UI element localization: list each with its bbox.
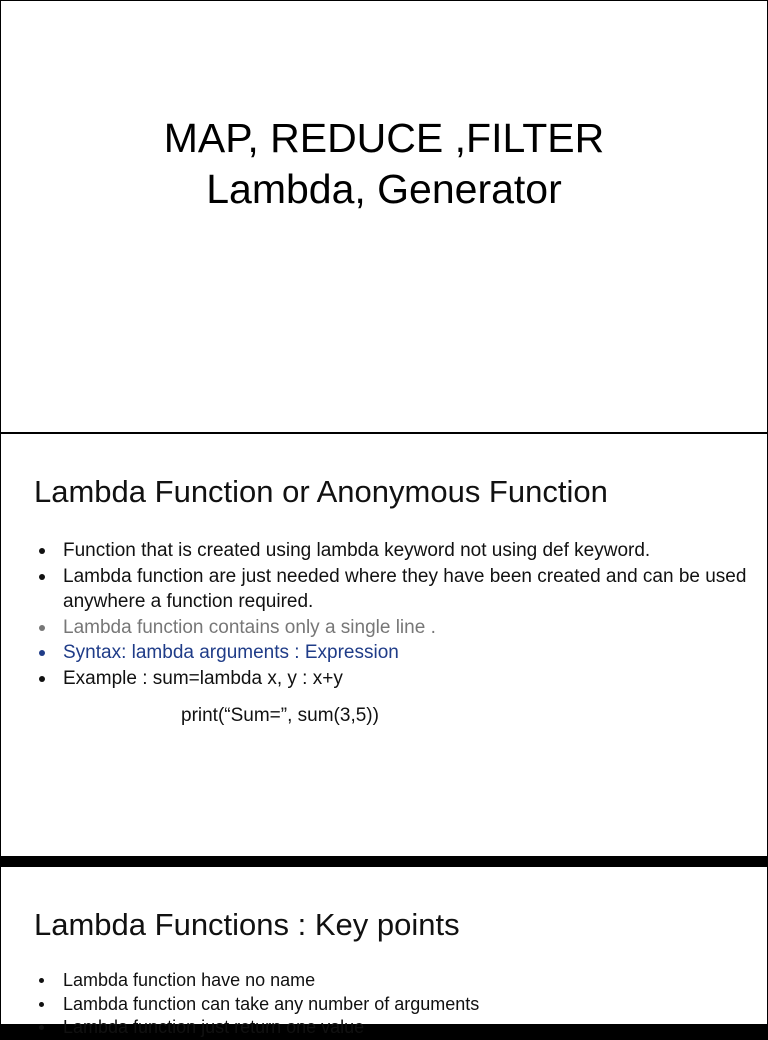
bullet-text: Lambda function contains only a single line . bbox=[63, 616, 436, 638]
title-line-2: Lambda, Generator bbox=[206, 166, 562, 212]
bullet-text: Lambda function just return one value bbox=[63, 1017, 365, 1037]
slide-heading: Lambda Function or Anonymous Function bbox=[34, 474, 608, 509]
bullet-dot-icon bbox=[39, 650, 45, 656]
bullet-dot-icon bbox=[39, 1002, 44, 1007]
bullet-dot-icon bbox=[39, 574, 45, 580]
bullet-text: Lambda function are just needed where they have been created and can be used anywhere a function required. bbox=[63, 565, 747, 612]
bullet-item bbox=[39, 538, 747, 564]
bullet-item bbox=[39, 993, 747, 1017]
bullet-list bbox=[39, 538, 747, 691]
bullet-item-muted bbox=[39, 615, 747, 641]
bullet-item-syntax bbox=[39, 640, 747, 666]
bullet-dot-icon bbox=[39, 978, 44, 983]
bullet-item bbox=[39, 564, 747, 615]
bullet-dot-icon bbox=[39, 548, 45, 554]
bullet-item bbox=[39, 666, 747, 692]
bullet-dot-icon bbox=[39, 625, 45, 631]
key-points-slide bbox=[1, 867, 767, 1037]
slide-heading: Lambda Functions : Key points bbox=[34, 907, 460, 942]
bullet-text: Lambda function have no name bbox=[63, 970, 316, 990]
bullet-text: Example : sum=lambda x, y : x+y bbox=[63, 667, 343, 689]
slide-title bbox=[1, 113, 767, 215]
bullet-text: Syntax: lambda arguments : Expression bbox=[63, 642, 399, 663]
bullet-list bbox=[39, 969, 747, 1040]
bullet-dot-icon bbox=[39, 1025, 44, 1030]
lambda-function-slide bbox=[1, 434, 767, 856]
bullet-dot-icon bbox=[39, 676, 45, 682]
bullet-item bbox=[39, 969, 747, 993]
bullet-item bbox=[39, 1016, 747, 1040]
bullet-text: Function that is created using lambda keyword not using def keyword. bbox=[63, 540, 651, 561]
bullet-text: Lambda function can take any number of arguments bbox=[63, 993, 480, 1014]
title-line-1: MAP, REDUCE ,FILTER bbox=[163, 115, 605, 161]
code-example-line: print(“Sum=”, sum(3,5)) bbox=[181, 705, 379, 726]
title-slide bbox=[1, 1, 767, 432]
